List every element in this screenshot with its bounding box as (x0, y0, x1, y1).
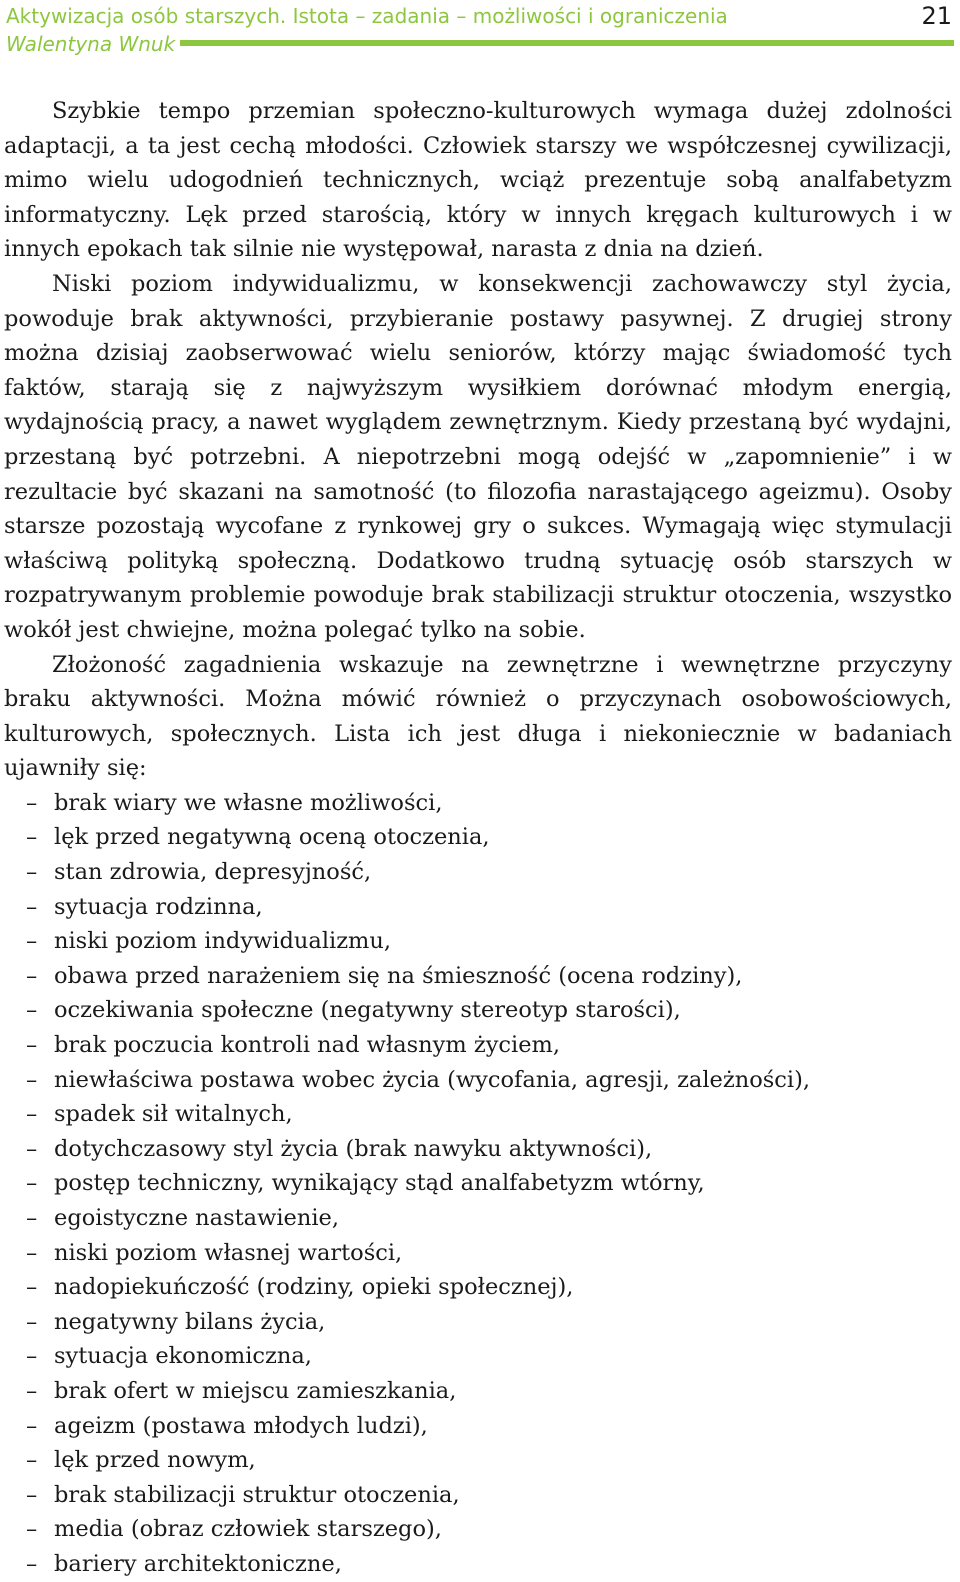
list-item (4, 1063, 952, 1098)
list-dash: – (26, 962, 38, 989)
list-item (4, 924, 952, 959)
list-dash: – (26, 1343, 38, 1370)
list-dash: – (26, 893, 38, 920)
list-item (4, 1374, 952, 1409)
list-item (4, 890, 952, 925)
list-item-text: brak wiary we własne możliwości, (54, 789, 443, 816)
list-dash: – (26, 1205, 38, 1231)
list-item-text: bariery architektoniczne, (54, 1550, 342, 1577)
list-dash: – (26, 1274, 38, 1301)
list-item (4, 1512, 952, 1547)
list-item (4, 1028, 952, 1063)
list-item (4, 959, 952, 994)
list-item-text: lęk przed nowym, (54, 1447, 256, 1474)
list-dash: – (26, 1481, 38, 1508)
paragraph-3: Złożoność zagadnienia wskazuje na zewnętrzne i wewnętrzne przyczyny braku aktywności. Można mówić również o przyczynach osobowościowych, kulturowych, społecznych. Lista ich jest długa i niekoniecznie w badaniach ujawniły się: (4, 651, 952, 782)
list-item-text: dotychczasowy styl życia (brak nawyku aktywności), (54, 1135, 653, 1162)
causes-list (4, 786, 952, 1582)
page-number: 21 (921, 2, 952, 30)
page-header (0, 0, 960, 60)
list-item (4, 1097, 952, 1132)
list-item-text: ageizm (postawa młodych ludzi), (54, 1412, 428, 1439)
list-dash: – (26, 1550, 38, 1577)
list-dash: – (26, 1101, 38, 1128)
header-rule (180, 40, 954, 46)
list-item-text: egoistyczne nastawienie, (54, 1205, 340, 1231)
list-item (4, 1236, 952, 1271)
list-item-text: sytuacja ekonomiczna, (54, 1343, 312, 1370)
list-dash: – (26, 859, 38, 886)
list-item-text: brak ofert w miejscu zamieszkania, (54, 1377, 457, 1404)
list-item (4, 1201, 952, 1236)
list-item-text: niski poziom własnej wartości, (54, 1239, 403, 1266)
list-dash: – (26, 1239, 38, 1266)
list-dash: – (26, 1447, 38, 1474)
list-item-text: lęk przed negatywną oceną otoczenia, (54, 824, 490, 851)
list-item (4, 855, 952, 890)
page-body (4, 94, 952, 1582)
list-item (4, 1443, 952, 1478)
list-item-text: postęp techniczny, wynikający stąd analfabetyzm wtórny, (54, 1170, 705, 1197)
list-dash: – (26, 1066, 38, 1093)
list-item-text: media (obraz człowiek starszego), (54, 1516, 442, 1543)
paragraph-1: Szybkie tempo przemian społeczno-kulturowych wymaga dużej zdolności adaptacji, a ta jest cechą młodości. Człowiek starszy we współczesnej cywilizacji, mimo wielu udogodnień technicznych, wciąż prezentuje sobą analfabetyzm informatyczny. Lęk przed starością, który w innych kręgach kulturowych i w innych epokach tak silnie nie występował, narasta z dnia na dzień. (4, 98, 952, 263)
list-item-text: oczekiwania społeczne (negatywny stereotyp starości), (54, 997, 681, 1024)
list-item-text: niewłaściwa postawa wobec życia (wycofania, agresji, zależności), (54, 1066, 811, 1093)
list-item-text: spadek sił witalnych, (54, 1101, 293, 1128)
list-dash: – (26, 1032, 38, 1059)
list-item-text: brak stabilizacji struktur otoczenia, (54, 1481, 460, 1508)
list-dash: – (26, 1412, 38, 1439)
list-dash: – (26, 789, 38, 816)
list-item-text: stan zdrowia, depresyjność, (54, 859, 372, 886)
list-dash: – (26, 928, 38, 955)
list-item (4, 1166, 952, 1201)
list-item (4, 1132, 952, 1167)
list-item (4, 1339, 952, 1374)
list-item (4, 820, 952, 855)
list-item (4, 1305, 952, 1340)
list-dash: – (26, 1135, 38, 1162)
list-item (4, 1547, 952, 1582)
list-dash: – (26, 1170, 38, 1197)
running-author: Walentyna Wnuk (6, 32, 176, 56)
list-item-text: sytuacja rodzinna, (54, 893, 263, 920)
list-dash: – (26, 1308, 38, 1335)
paragraph-2: Niski poziom indywidualizmu, w konsekwencji zachowawczy styl życia, powoduje brak aktywności, przybieranie postawy pasywnej. Z drugiej strony można dzisiaj zaobserwować wielu seniorów, którzy mając świadomość tych faktów, starają się z najwyższym wysiłkiem dorównać młodym energią, wydajnością pracy, a nawet wyglądem zewnętrznym. Kiedy przestaną być wydajni, przestaną być potrzebni. A niepotrzebni mogą odejść w „zapomnienie” i w rezultacie być skazani na samotność (to filozofia narastającego ageizmu). Osoby starsze pozostają wycofane z rynkowej gry o sukces. Wymagają więc stymulacji właściwą polityką społeczną. Dodatkowo trudną sytuację osób starszych w rozpatrywanym problemie powoduje brak stabilizacji struktur otoczenia, wszystko wokół jest chwiejne, można polegać tylko na sobie. (4, 270, 952, 643)
list-item (4, 1270, 952, 1305)
list-dash: – (26, 1377, 38, 1404)
list-item (4, 1409, 952, 1444)
list-item-text: brak poczucia kontroli nad własnym życiem, (54, 1032, 561, 1059)
list-item (4, 1478, 952, 1513)
list-item (4, 993, 952, 1028)
list-dash: – (26, 824, 38, 851)
list-dash: – (26, 1516, 38, 1543)
list-item-text: negatywny bilans życia, (54, 1308, 326, 1335)
list-item-text: nadopiekuńczość (rodziny, opieki społecznej), (54, 1274, 574, 1301)
list-dash: – (26, 997, 38, 1024)
running-title: Aktywizacja osób starszych. Istota – zadania – możliwości i ograniczenia (6, 4, 728, 28)
list-item-text: obawa przed narażeniem się na śmieszność (ocena rodziny), (54, 962, 743, 989)
list-item (4, 786, 952, 821)
list-item-text: niski poziom indywidualizmu, (54, 928, 392, 955)
